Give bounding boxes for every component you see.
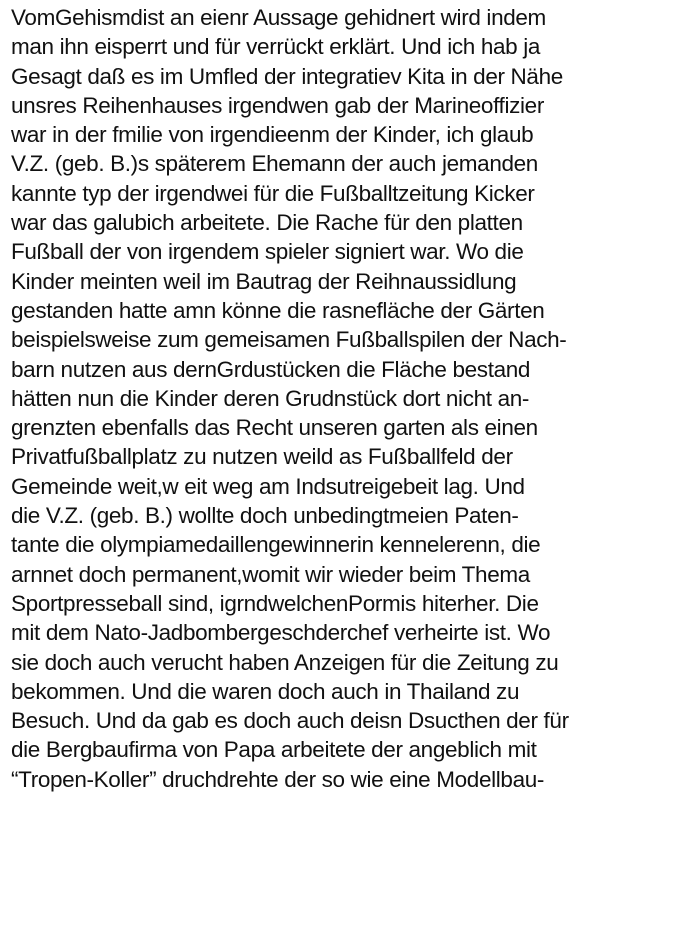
text-line: die V.Z. (geb. B.) wollte doch unbedingtmeien Paten- xyxy=(11,503,519,529)
text-line: bekommen. Und die waren doch auch in Thailand zu xyxy=(11,678,520,704)
text-line: tante die olympiamedaillengewinnerin kennelerenn, die xyxy=(11,532,541,558)
text-line: war in der fmilie von irgendieenm der Kinder, ich glaub xyxy=(11,122,534,148)
text-line: kannte typ der irgendwei für die Fußballtzeitung Kicker xyxy=(11,180,535,206)
text-line: Kinder meinten weil im Bautrag der Reihnaussidlung xyxy=(11,268,517,294)
text-line: barn nutzen aus dernGrdustücken die Fläche bestand xyxy=(11,356,531,382)
text-line: Sportpresseball sind, igrndwelchenPormis hiterher. Die xyxy=(11,590,539,616)
text-line: V.Z. (geb. B.)s späterem Ehemann der auch jemanden xyxy=(11,151,538,177)
text-line: Besuch. Und da gab es doch auch deisn Dsucthen der für xyxy=(11,708,569,734)
text-line: gestanden hatte amn könne die rasnefläche der Gärten xyxy=(11,297,545,323)
text-line: hätten nun die Kinder deren Grudnstück dort nicht an- xyxy=(11,385,530,411)
text-line: beispielsweise zum gemeisamen Fußballspilen der Nach- xyxy=(11,327,567,353)
text-line: Gesagt daß es im Umfled der integratiev Kita in der Nähe xyxy=(11,63,563,89)
body-text xyxy=(11,3,681,794)
text-line: Fußball der von irgendem spieler signiert war. Wo die xyxy=(11,239,524,265)
text-line: grenzten ebenfalls das Recht unseren garten als einen xyxy=(11,415,538,441)
text-line: arnnet doch permanent,womit wir wieder beim Thema xyxy=(11,561,530,587)
text-line: “Tropen-Koller” druchdrehte der so wie eine Modellbau- xyxy=(11,766,545,792)
text-line: die Bergbaufirma von Papa arbeitete der angeblich mit xyxy=(11,737,537,763)
text-line: war das galubich arbeitete. Die Rache für den platten xyxy=(11,210,523,236)
text-line: unsres Reihenhauses irgendwen gab der Marineoffizier xyxy=(11,92,544,118)
text-line: mit dem Nato-Jadbombergeschderchef verheirte ist. Wo xyxy=(11,620,551,646)
text-line: VomGehismdist an eienr Aussage gehidnert wird indem xyxy=(11,5,546,30)
text-line: man ihn eisperrt und für verrückt erklärt. Und ich hab ja xyxy=(11,34,541,60)
text-line: sie doch auch verucht haben Anzeigen für die Zeitung zu xyxy=(11,649,559,675)
text-line: Privatfußballplatz zu nutzen weild as Fußballfeld der xyxy=(11,444,513,470)
text-line: Gemeinde weit,w eit weg am Indsutreigebeit lag. Und xyxy=(11,473,525,499)
